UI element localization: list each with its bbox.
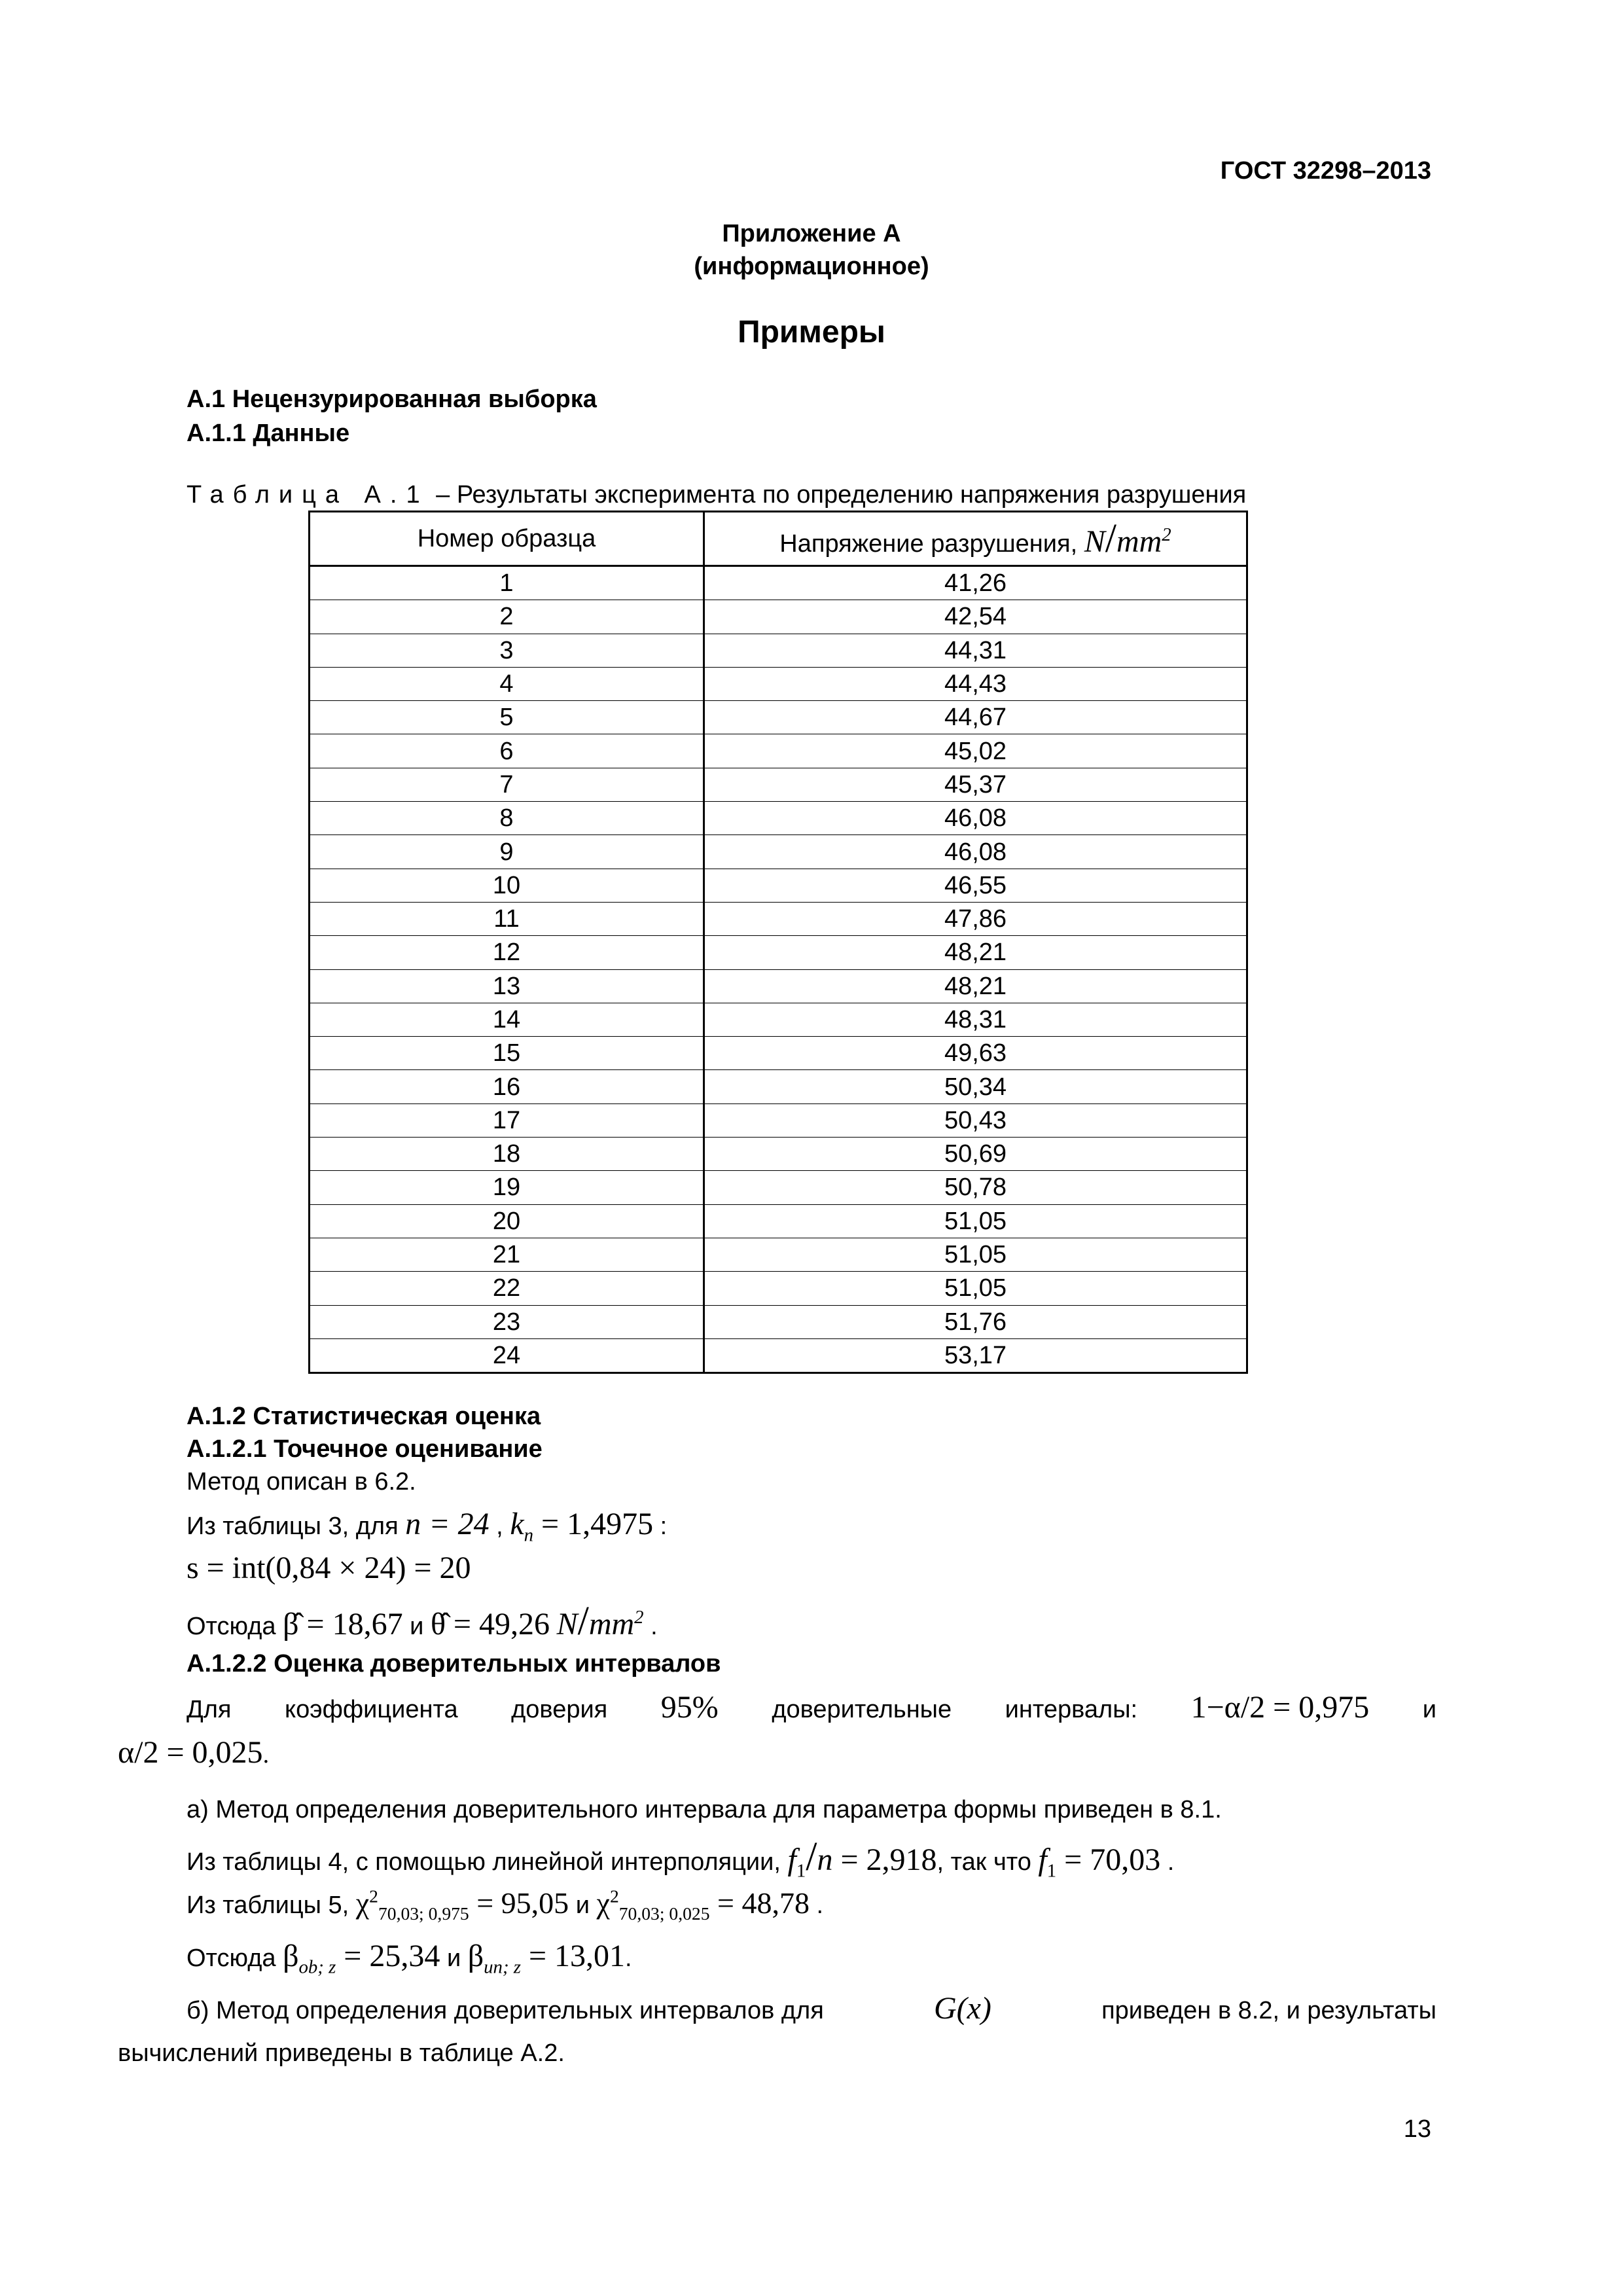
cell-stress-value: 48,21 <box>704 936 1247 969</box>
results-table <box>308 511 1248 1374</box>
cell-sample-number: 4 <box>310 667 704 700</box>
table-row <box>310 1204 1247 1238</box>
from-table3-text: Из таблицы 3, для <box>187 1513 399 1540</box>
chi2-sub: 70,03; 0,025 <box>618 1903 710 1924</box>
table-header-row <box>310 512 1247 566</box>
hence-line-2: Отсюда $\beta_{ob; z} = 25,34$ и $\beta_{un; z} = 13,01$. <box>187 1939 632 1978</box>
item-a: а) Метод определения доверительного интервала для параметра формы приведен в 8.1. <box>187 1796 1222 1823</box>
cell-sample-number: 19 <box>310 1171 704 1204</box>
table-row <box>310 1003 1247 1036</box>
table-row <box>310 600 1247 634</box>
hence-text-1: Отсюда <box>187 1613 276 1640</box>
unit-exp: 2 <box>1162 524 1171 545</box>
conf-for: Для <box>187 1696 232 1723</box>
table-row <box>310 734 1247 768</box>
beta-ob-val: = 25,34 <box>336 1939 440 1973</box>
table-row <box>310 936 1247 969</box>
table-row <box>310 1272 1247 1305</box>
cell-sample-number: 14 <box>310 1003 704 1036</box>
beta-un-sub: un; z <box>484 1956 521 1978</box>
cell-sample-number: 24 <box>310 1338 704 1372</box>
eq-beta-hat: β̂ = 18,67 <box>283 1607 403 1641</box>
chi1-sub: 70,03; 0,975 <box>378 1903 469 1924</box>
eq-kn <box>510 1507 654 1546</box>
cell-sample-number: 1 <box>310 566 704 600</box>
table-caption <box>187 481 1246 509</box>
eq-beta-un: $\beta_{un; z} = 13,01$ <box>467 1939 626 1978</box>
cell-sample-number: 21 <box>310 1238 704 1271</box>
page-number: 13 <box>1403 2115 1431 2143</box>
and-text-3: и <box>446 1945 461 1972</box>
table-row <box>310 1338 1247 1372</box>
table-caption-label: Таблица А.1 <box>187 481 429 509</box>
table-row <box>310 1138 1247 1171</box>
item-b-line-1 <box>187 1990 1436 2028</box>
conf-coef: коэффициента <box>285 1696 458 1723</box>
section-heading-a121: А.1.2.1 Точечное оценивание <box>187 1435 543 1463</box>
cell-stress-value: 48,31 <box>704 1003 1247 1036</box>
table-row <box>310 1305 1247 1338</box>
cell-stress-value: 51,05 <box>704 1238 1247 1271</box>
cell-stress-value: 53,17 <box>704 1338 1247 1372</box>
cell-stress-value: 45,02 <box>704 734 1247 768</box>
table-caption-text: – Результаты эксперимента по определению напряжения разрушения <box>436 481 1247 509</box>
col-header-stress <box>704 512 1247 566</box>
from-table5-text: Из таблицы 5, <box>187 1892 349 1919</box>
conf-and: и <box>1422 1696 1436 1723</box>
conf-eq1: 1−α/2 = 0,975 <box>1190 1690 1370 1725</box>
beta-ob-sub: ob; z <box>298 1956 336 1978</box>
table-row <box>310 1070 1247 1103</box>
cell-sample-number: 16 <box>310 1070 704 1103</box>
cell-stress-value: 46,55 <box>704 869 1247 902</box>
item-b-start: б) Метод определения доверительных интервалов для <box>187 1997 824 2024</box>
chi2-val: = 48,78 <box>709 1886 810 1920</box>
table-row <box>310 1238 1247 1271</box>
table-row <box>310 667 1247 700</box>
table5-line: Из таблицы 5, $\chi^2_{70,03; 0,975} = 95,05$ и $\chi^2_{70,03; 0,025} = 48,78$ . <box>187 1886 824 1924</box>
method-line: Метод описан в 6.2. <box>187 1468 416 1496</box>
eq-f1n-val: = 2,918 <box>832 1842 937 1877</box>
table-row <box>310 1103 1247 1137</box>
cell-sample-number: 3 <box>310 634 704 667</box>
appendix-heading: Примеры <box>738 315 885 350</box>
table-row <box>310 1037 1247 1070</box>
cell-sample-number: 13 <box>310 969 704 1003</box>
chi2-sup: 2 <box>609 1886 619 1907</box>
section-heading-a12: А.1.2 Статистическая оценка <box>187 1403 541 1430</box>
table-row <box>310 701 1247 734</box>
cell-stress-value: 51,05 <box>704 1204 1247 1238</box>
appendix-subtitle: (информационное) <box>694 253 929 280</box>
conf-eq2: α/2 = 0,025 <box>118 1735 263 1770</box>
standard-id: ГОСТ 32298–2013 <box>1220 157 1431 185</box>
cell-sample-number: 17 <box>310 1103 704 1137</box>
conf-pct: 95% <box>660 1690 719 1725</box>
conf-intervals: доверительные <box>772 1696 952 1723</box>
table-row <box>310 835 1247 869</box>
cell-stress-value: 46,08 <box>704 835 1247 869</box>
and-text-2: и <box>575 1892 590 1919</box>
table-row <box>310 869 1247 902</box>
eq-f1-val: = 70,03 <box>1056 1842 1161 1877</box>
table-row <box>310 902 1247 935</box>
cell-stress-value: 51,05 <box>704 1272 1247 1305</box>
cell-stress-value: 41,26 <box>704 566 1247 600</box>
cell-stress-value: 46,08 <box>704 802 1247 835</box>
unit-n: N <box>1084 524 1105 559</box>
cell-sample-number: 9 <box>310 835 704 869</box>
item-b-gx: G(x) <box>933 1991 991 2026</box>
from-table4-text: Из таблицы 4, с помощью линейной интерполяции, <box>187 1848 781 1876</box>
eq-chi2 <box>596 1886 810 1924</box>
theta-unit-n: N <box>556 1607 578 1641</box>
eq-chi1 <box>355 1886 569 1924</box>
unit-mm: mm <box>1116 524 1162 559</box>
eq-beta-ob: $\beta_{ob; z} = 25,34$ <box>283 1939 440 1978</box>
cell-stress-value: 45,37 <box>704 768 1247 801</box>
appendix-title: Приложение А <box>722 220 901 247</box>
chi1-sym: χ <box>355 1886 370 1920</box>
theta-unit-mm: mm <box>588 1607 635 1641</box>
cell-stress-value: 44,43 <box>704 667 1247 700</box>
cell-stress-value: 44,67 <box>704 701 1247 734</box>
cell-stress-value: 47,86 <box>704 902 1247 935</box>
cell-sample-number: 6 <box>310 734 704 768</box>
eq-f1n: $f_1/n = 2,918$ <box>787 1835 937 1882</box>
table-row <box>310 566 1247 600</box>
col-header-stress-label: Напряжение разрушения, <box>779 529 1078 558</box>
table-row <box>310 969 1247 1003</box>
conf-trust: доверия <box>511 1696 608 1723</box>
item-b-line-2: вычислений приведены в таблице А.2. <box>118 2039 565 2067</box>
eq-kn-val: = 1,4975 <box>533 1507 654 1541</box>
hence-text-2: Отсюда <box>187 1945 276 1972</box>
item-b-mid: приведен в 8.2, и результаты <box>1101 1997 1436 2024</box>
cell-stress-value: 50,34 <box>704 1070 1247 1103</box>
cell-stress-value: 48,21 <box>704 969 1247 1003</box>
cell-sample-number: 20 <box>310 1204 704 1238</box>
cell-sample-number: 7 <box>310 768 704 801</box>
and-text-1: и <box>410 1613 424 1640</box>
cell-stress-value: 42,54 <box>704 600 1247 634</box>
cell-stress-value: 51,76 <box>704 1305 1247 1338</box>
beta-un-val: = 13,01 <box>520 1939 626 1973</box>
table-row <box>310 768 1247 801</box>
cell-stress-value: 50,78 <box>704 1171 1247 1204</box>
table4-line: Из таблицы 4, с помощью линейной интерполяции, $f_1/n = 2,918$, так что $f_1 = 70,03$ . <box>187 1835 1175 1882</box>
confidence-line <box>187 1689 1436 1727</box>
col-header-sample: Номер образца <box>310 512 704 566</box>
cell-stress-value: 50,69 <box>704 1138 1247 1171</box>
chi1-sup: 2 <box>369 1886 378 1907</box>
cell-stress-value: 44,31 <box>704 634 1247 667</box>
chi1-val: = 95,05 <box>469 1886 569 1920</box>
cell-sample-number: 12 <box>310 936 704 969</box>
conf-intervals2: интервалы: <box>1005 1696 1138 1723</box>
cell-sample-number: 18 <box>310 1138 704 1171</box>
theta-unit-exp: 2 <box>634 1607 644 1628</box>
cell-sample-number: 23 <box>310 1305 704 1338</box>
conf-eq2-line: α/2 = 0,025. <box>118 1735 270 1770</box>
eq-n: n = 24 <box>405 1507 490 1541</box>
eq-kn-k: k <box>510 1507 524 1541</box>
chi2-sym: χ <box>596 1886 610 1920</box>
section-heading-a1: А.1 Нецензурированная выборка <box>187 386 597 413</box>
stress-unit: $N/mm^2$ <box>1084 516 1171 561</box>
cell-sample-number: 8 <box>310 802 704 835</box>
cell-sample-number: 2 <box>310 600 704 634</box>
eq-kn-sub: n <box>524 1524 534 1546</box>
eq-s: s = int(0,84 × 24) = 20 <box>187 1551 471 1585</box>
table3-line: Из таблицы 3, для n = 24 , $k_n = 1,4975$ : <box>187 1507 668 1546</box>
section-heading-a11: А.1.1 Данные <box>187 420 350 447</box>
cell-sample-number: 10 <box>310 869 704 902</box>
table-body <box>310 566 1247 1373</box>
section-heading-a122: А.1.2.2 Оценка доверительных интервалов <box>187 1650 721 1677</box>
cell-sample-number: 15 <box>310 1037 704 1070</box>
cell-sample-number: 22 <box>310 1272 704 1305</box>
cell-sample-number: 11 <box>310 902 704 935</box>
theta-unit: $N/mm^2$ <box>556 1599 644 1643</box>
cell-stress-value: 50,43 <box>704 1103 1247 1137</box>
cell-stress-value: 49,63 <box>704 1037 1247 1070</box>
table-row <box>310 634 1247 667</box>
table-row <box>310 1171 1247 1204</box>
so-that-text: , так что <box>936 1848 1031 1876</box>
table-row <box>310 802 1247 835</box>
eq-theta-hat: θ̂ = 49,26 <box>430 1607 550 1641</box>
hence-line-1: Отсюда β̂ = 18,67 и θ̂ = 49,26 $N/mm^2$ . <box>187 1599 658 1643</box>
eq-f1: $f_1 = 70,03$ <box>1038 1842 1161 1882</box>
cell-sample-number: 5 <box>310 701 704 734</box>
